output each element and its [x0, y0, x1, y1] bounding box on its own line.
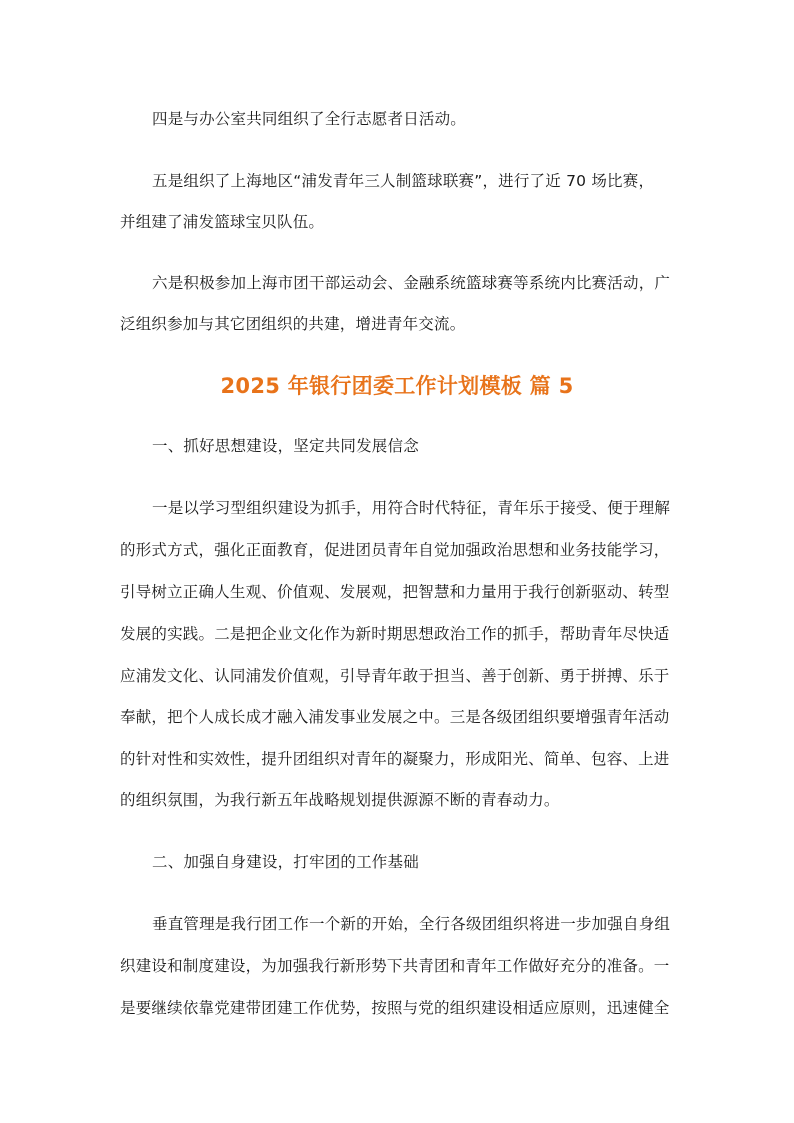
paragraph-line: 发展的实践。二是把企业文化作为新时期思想政治工作的抓手，帮助青年尽快适: [120, 625, 670, 643]
paragraph-line: 泛组织参加与其它团组织的共建，增进青年交流。: [120, 315, 466, 333]
paragraph-line: 的针对性和实效性，提升团组织对青年的凝聚力，形成阳光、简单、包容、上进: [120, 750, 670, 768]
section2-heading: 二、加强自身建设，打牢团的工作基础: [152, 853, 419, 871]
paragraph-line: 四是与办公室共同组织了全行志愿者日活动。: [152, 110, 467, 128]
paragraph-line: 织建设和制度建设，为加强我行新形势下共青团和青年工作做好充分的准备。一: [120, 957, 670, 975]
paragraph-line: 的组织氛围，为我行新五年战略规划提供源源不断的青春动力。: [120, 791, 560, 809]
paragraph-line: 垂直管理是我行团工作一个新的开始，全行各级团组织将进一步加强自身组: [152, 915, 671, 933]
paragraph-line: 是要继续依靠党建带团建工作优势，按照与党的组织建设相适应原则，迅速健全: [120, 999, 670, 1017]
paragraph-line: 并组建了浦发篮球宝贝队伍。: [120, 213, 325, 231]
paragraph-line: 一是以学习型组织建设为抓手，用符合时代特征，青年乐于接受、便于理解: [152, 499, 671, 517]
paragraph-line: 的形式方式，强化正面教育，促进团员青年自觉加强政治思想和业务技能学习，: [120, 541, 670, 559]
paragraph-line: 奉献，把个人成长成才融入浦发事业发展之中。三是各级团组织要增强青年活动: [120, 708, 670, 726]
paragraph-line: 引导树立正确人生观、价值观、发展观，把智慧和力量用于我行创新驱动、转型: [120, 583, 670, 601]
paragraph-line: 应浦发文化、认同浦发价值观，引导青年敢于担当、善于创新、勇于拼搏、乐于: [120, 667, 670, 685]
section-title: 2025 年银行团委工作计划模板 篇 5: [220, 374, 574, 398]
section1-heading: 一、抓好思想建设，坚定共同发展信念: [152, 437, 419, 455]
paragraph-line: 五是组织了上海地区“浦发青年三人制篮球联赛”，进行了近 70 场比赛，: [152, 172, 655, 190]
paragraph-line: 六是积极参加上海市团干部运动会、金融系统篮球赛等系统内比赛活动，广: [152, 274, 671, 292]
